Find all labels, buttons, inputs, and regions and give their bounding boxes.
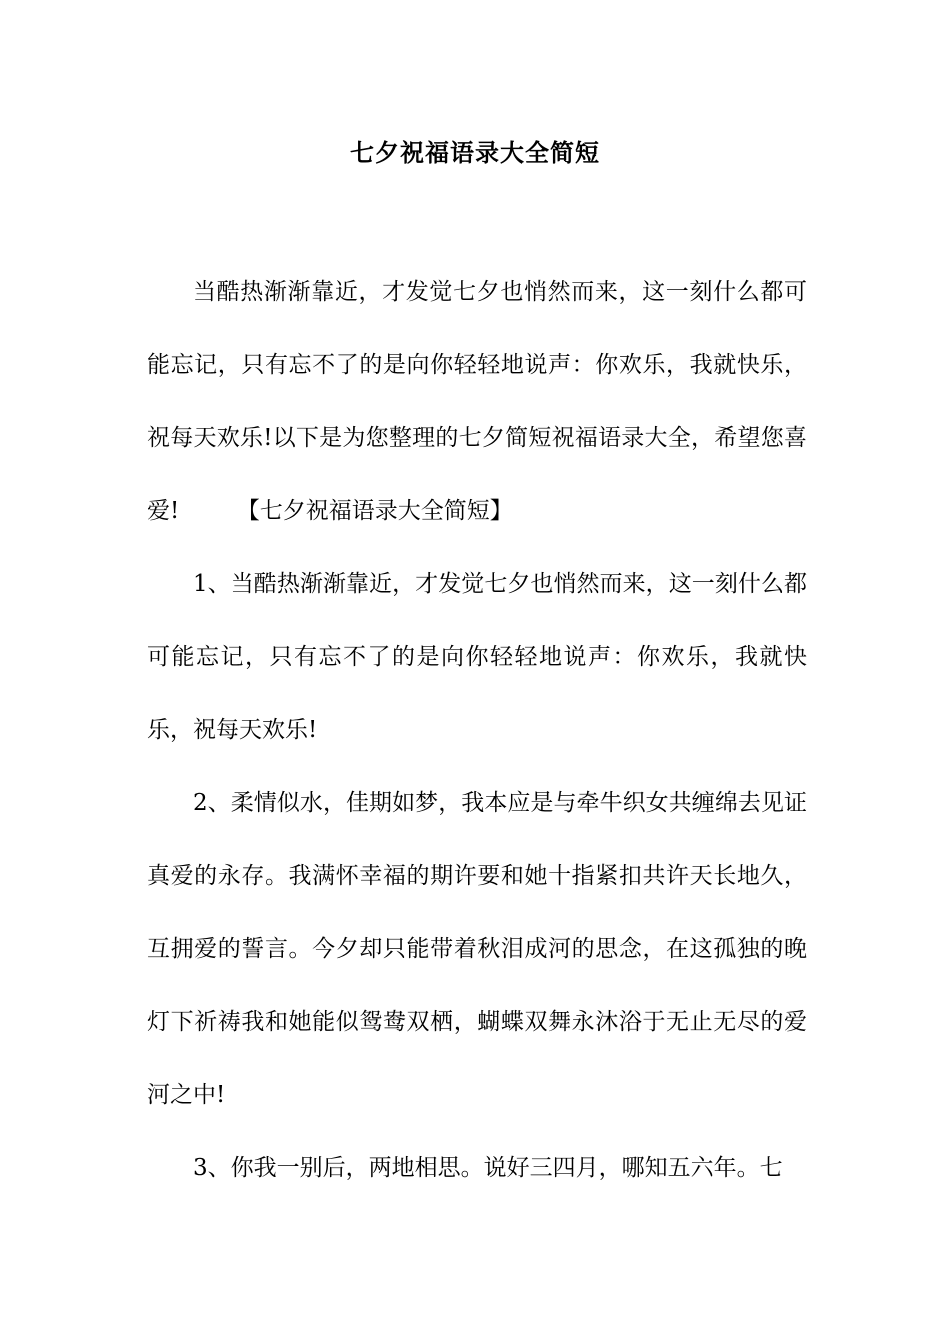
wish-paragraph-3: 3、你我一别后，两地相思。说好三四月，哪知五六年。七 [193, 1155, 783, 1181]
document-title: 七夕祝福语录大全简短 [350, 138, 600, 167]
wish-paragraph-2: 2、柔情似水，佳期如梦，我本应是与牵牛织女共缠绵去见证真爱的永存。我满怀幸福的期许要和她十指紧扣共许天长地久，互拥爱的誓言。今夕却只能带着秋泪成河的思念，在这孤独的晚灯下祈祷我和她能似鸳鸯双栖，蝴蝶双舞永沐浴于无止无尽的爱河之中! [147, 790, 807, 1108]
intro-paragraph: 当酷热渐渐靠近，才发觉七夕也悄然而来，这一刻什么都可能忘记，只有忘不了的是向你轻轻地说声：你欢乐，我就快乐，祝每天欢乐!以下是为您整理的七夕简短祝福语录大全，希望您喜爱! 【七夕祝福语录大全简短】 [147, 279, 807, 524]
wish-paragraph-1: 1、当酷热渐渐靠近，才发觉七夕也悄然而来，这一刻什么都可能忘记，只有忘不了的是向你轻轻地说声：你欢乐，我就快乐，祝每天欢乐! [147, 571, 807, 743]
document-body [147, 256, 807, 1205]
